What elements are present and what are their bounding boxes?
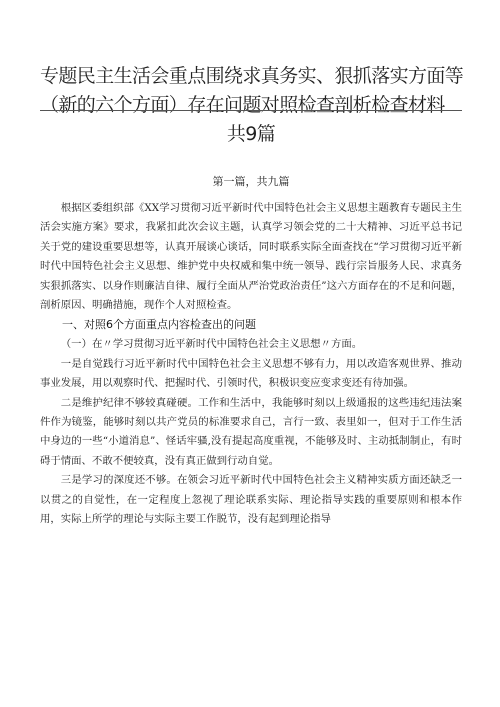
intro-paragraph: 根据区委组织部《XX学习贯彻习近平新时代中国特色社会主义思想主题教育专题民主生活会实施方案》要求，我紧扣此次会议主题，认真学习领会党的二十大精神、习近平总书记关于党的建设重要思想等，认真开展谈心谈话，同时联系实际全面查找在“学习贯彻习近平新时代中国特色社会主义思想、维护党中央权威和集中统一领导、践行宗旨服务人民、求真务实狠抓落实、以身作则廉洁自律、履行全面从严治党政治责任”这六方面存在的不足和问题，剖析原因、明确措施，现作个人对照检查。	[40, 202, 462, 312]
document-title	[40, 62, 462, 149]
title-line-2: （新的六个方面）存在问题对照检查剖析检查材料	[40, 94, 445, 116]
subsection-heading: （一）在〃学习贯彻习近平新时代中国特色社会主义思想〃方面。	[60, 338, 363, 351]
section-heading: 一、对照6个方面重点内容检查出的问题	[62, 318, 256, 332]
title-divider	[40, 110, 462, 111]
title-line-3: 共9篇	[226, 123, 276, 145]
item-paragraph-2: 二是维护纪律不够较真碰硬。工作和生活中，我能够时刻以上级通报的这些违纪违法案件作为镜鉴，能够时刻以共产党员的标准要求自己，言行一致、表里如一，但对于工作生活中身边的一些“小道消息”、怪话牢骚,没有提起高度重视，不能够及时、主动抵制制止，有时碍于情面、不敢不便较真，没有真正做到行动自觉。	[40, 396, 462, 467]
item-paragraph-3: 三是学习的深度还不够。在领会习近平新时代中国特色社会主义精神实质方面还缺乏一以贯之的自觉性，在一定程度上忽视了理论联系实际、理论指导实践的重要原则和根本作用，实际上所学的理论与实际主要工作脱节，没有起到理论指导	[40, 474, 462, 526]
item-paragraph-1: 一是自觉践行习近平新时代中国特色社会主义思想不够有力，用以改造客观世界、推动事业发展，用以观察时代、把握时代、引领时代，积极识变应变求变还有待加强。	[40, 357, 462, 390]
chapter-label: 第一篇，共九篇	[212, 175, 290, 188]
title-line-1: 专题民主生活会重点围绕求真务实、狠抓落实方面等	[40, 65, 464, 87]
